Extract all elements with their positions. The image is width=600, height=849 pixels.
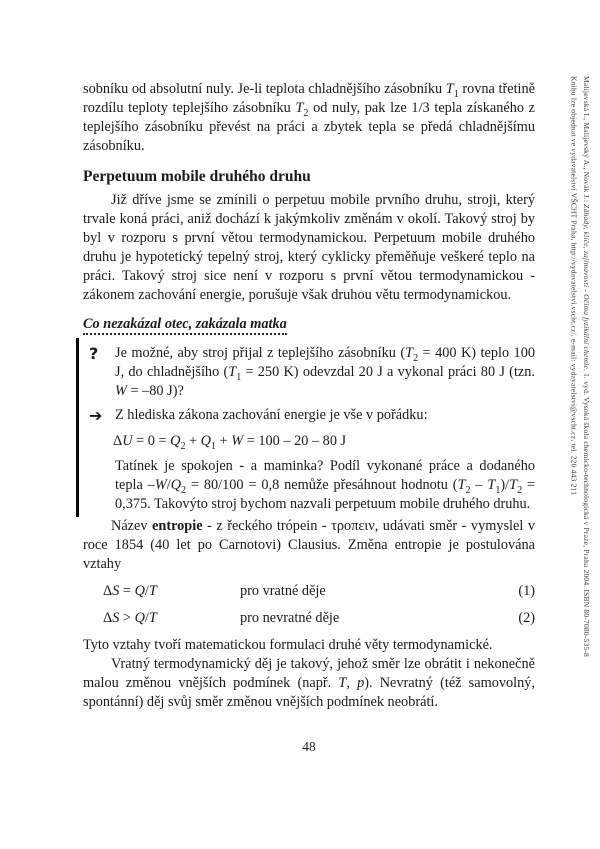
paragraph-entropy: Název entropie - z řeckého trópein - τροπειν, udávati směr - vymyslel v roce 1854 (40 let po Carnotovi) Clausius. Změna entropie je postulována vztahy	[83, 518, 535, 572]
equation-number: (1)	[518, 583, 535, 599]
question-row	[83, 344, 535, 401]
paragraph-summary: Tyto vztahy tvoří matematickou formulaci druhé věty termodynamické.	[83, 637, 493, 653]
order-info-line: Knihu lze objednat ve vydavatelství VŠCHT Praha, http://vydavatelstvi.vscht.cz/, e-mail: vydavatelstvi@vscht.cz, tel. 220 443 211	[569, 76, 579, 496]
box-heading-row	[83, 315, 535, 334]
answer-row	[83, 406, 535, 425]
equation-entropy-reversible: ΔS = Q/T	[103, 583, 157, 599]
answer-body-text: Tatínek je spokojen - a maminka? Podíl vykonané práce a dodaného tepla $-W/Q_2 = 80/100 = 0,8$ nemůže přesáhnout hodnotu $(T_2 - T_1)/T_2 = 0,375$. Takovýto stroj bychom nazvali perpetuum mobile druhého druhu.	[115, 458, 535, 512]
paragraph-continuation: sobníku od absolutní nuly. Je-li teplota chladnějšího zásobníku $T_1$ rovna třetině rozdílu teploty teplejšího zásobníku $T_2$ od nuly, pak lze 1/3 tepla získaného z teplejšího zásobníku převést na práci a zbytek tepla se předá chladnějšímu zásobníku.	[83, 81, 536, 154]
citation-line: Malijevská I., Malijevský A., Novák J.: Záhady, klíče, zajímavosti - Očima fyzikální chemie. 1. vyd. Vysoká škola chemicko-technologická v Praze, Praha 2004. ISBN 80-7080-535-8	[582, 76, 591, 658]
equation-description: pro vratné děje	[240, 583, 326, 599]
question-mark-icon: ?	[89, 344, 99, 363]
box-heading: Co nezakázal otec, zakázala matka	[83, 316, 287, 335]
page-number: 48	[302, 739, 316, 754]
paragraph-reversible-definition: Vratný termodynamický děj je takový, jehož směr lze obrátit i nekonečně malou změnou vnějších podmínek (např. T, p). Nevratný (též samovolný, spontánní) děj svůj směr změnou vnějších podmínek neobrátí.	[83, 656, 535, 710]
question-answer-block	[76, 338, 535, 517]
paragraph-perpetuum: Již dříve jsme se zmínili o perpetuu mobile prvního druhu, stroji, který trvale koná práci, aniž dochází k jakýmkoliv změnám v okolí. Takový stroj by byl v rozporu s první větou termodynamickou. Perpetuum mobile druhého druhu je hypotetický tepelný stroj, který cyklicky přeměňuje veškeré teplo na práci. Takový stroj sice není v rozporu s první větou termodynamickou - zákonem zachování energie, porušuje však druhou větu termodynamickou.	[83, 192, 535, 303]
equation-entropy-irreversible: ΔS > Q/T	[103, 610, 157, 626]
page-content	[83, 80, 535, 712]
colophon-vertical-text	[567, 76, 592, 748]
question-text: Je možné, aby stroj přijal z teplejšího zásobníku ($T_2 = 400$ K) teplo 100 J, do chladnějšího ($T_1 = 250$ K) odevzdal 20 J a vykonal práci 80 J (tzn. W = –80 J)?	[115, 345, 535, 399]
equation-number: (2)	[518, 610, 535, 626]
equation-row-reversible	[83, 582, 535, 601]
section-heading: Perpetuum mobile druhého druhu	[83, 168, 311, 185]
equation-row-irreversible	[83, 609, 535, 628]
answer-intro-text: Z hlediska zákona zachování energie je vše v pořádku:	[115, 407, 428, 423]
equation-energy-balance: $\Delta U = 0 = Q_2 + Q_1 + W = 100 - 20 - 80$ J	[113, 433, 347, 452]
equation-description: pro nevratné děje	[240, 610, 340, 626]
arrow-icon: ➔	[89, 406, 103, 425]
